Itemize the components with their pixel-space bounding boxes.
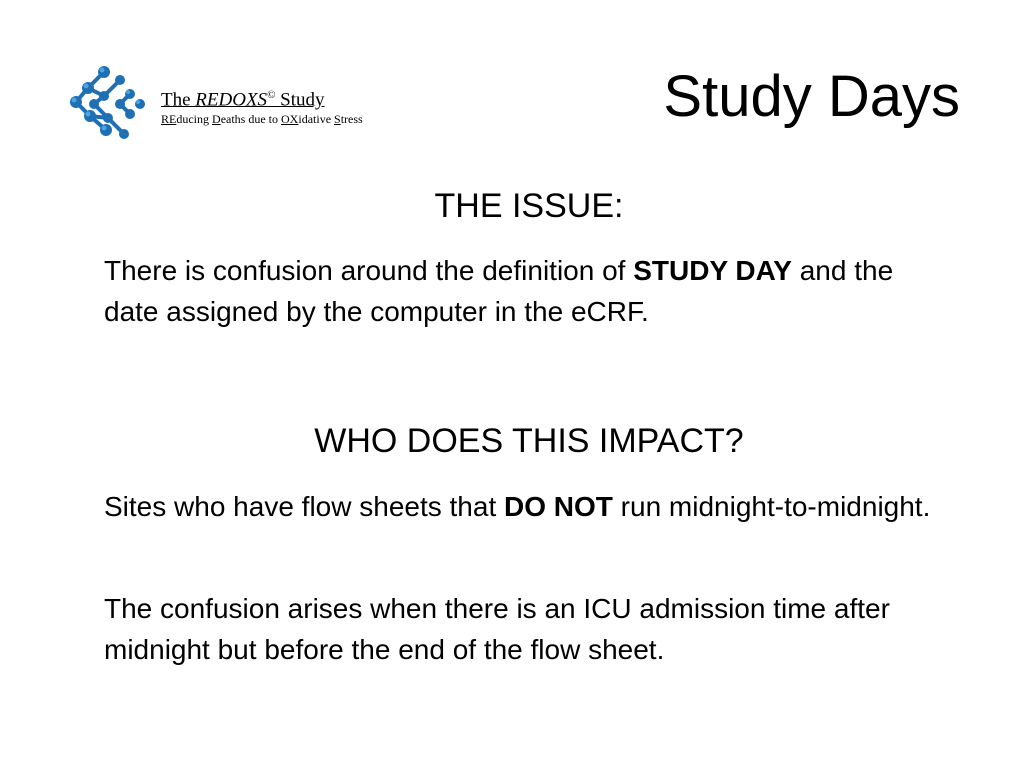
molecule-icon [68,64,146,142]
impact-bold-term: DO NOT [504,491,613,522]
impact-text: run midnight-to-midnight. [612,491,931,522]
acronym-letters: S [334,112,341,127]
subtitle-word: ducing [176,112,213,127]
brand-title [161,84,363,111]
brand-subtitle [161,111,363,127]
study-brand [161,84,363,127]
subtitle-word: eaths due to [220,112,282,127]
brand-title-suffix: Study [275,89,325,111]
brand-title-prefix: The [161,89,196,111]
issue-paragraph [104,250,954,332]
impact-heading: WHO DOES THIS IMPACT? [314,422,744,460]
acronym-letters: D [212,112,221,127]
issue-bold-term: STUDY DAY [633,255,792,286]
issue-text: There is confusion around the definition of [104,255,634,286]
impact-paragraph [104,486,954,527]
brand-title-name: REDOXS [195,89,268,111]
issue-heading: THE ISSUE: [434,187,624,225]
redoxs-logo-icon [68,64,146,142]
subtitle-word: tress [340,112,363,127]
acronym-letters: OX [281,112,299,127]
issue-text: and the date assigned by the computer in the eCRF. [104,255,894,327]
impact-text: Sites who have flow sheets that [104,491,504,522]
copyright-mark: © [267,89,276,101]
confusion-paragraph: The confusion arises when there is an ICU admission time after midnight but before the end of the flow sheet. [104,593,890,665]
subtitle-word: idative [298,112,335,127]
slide-title: Study Days [663,64,960,129]
acronym-letters: RE [161,112,177,127]
